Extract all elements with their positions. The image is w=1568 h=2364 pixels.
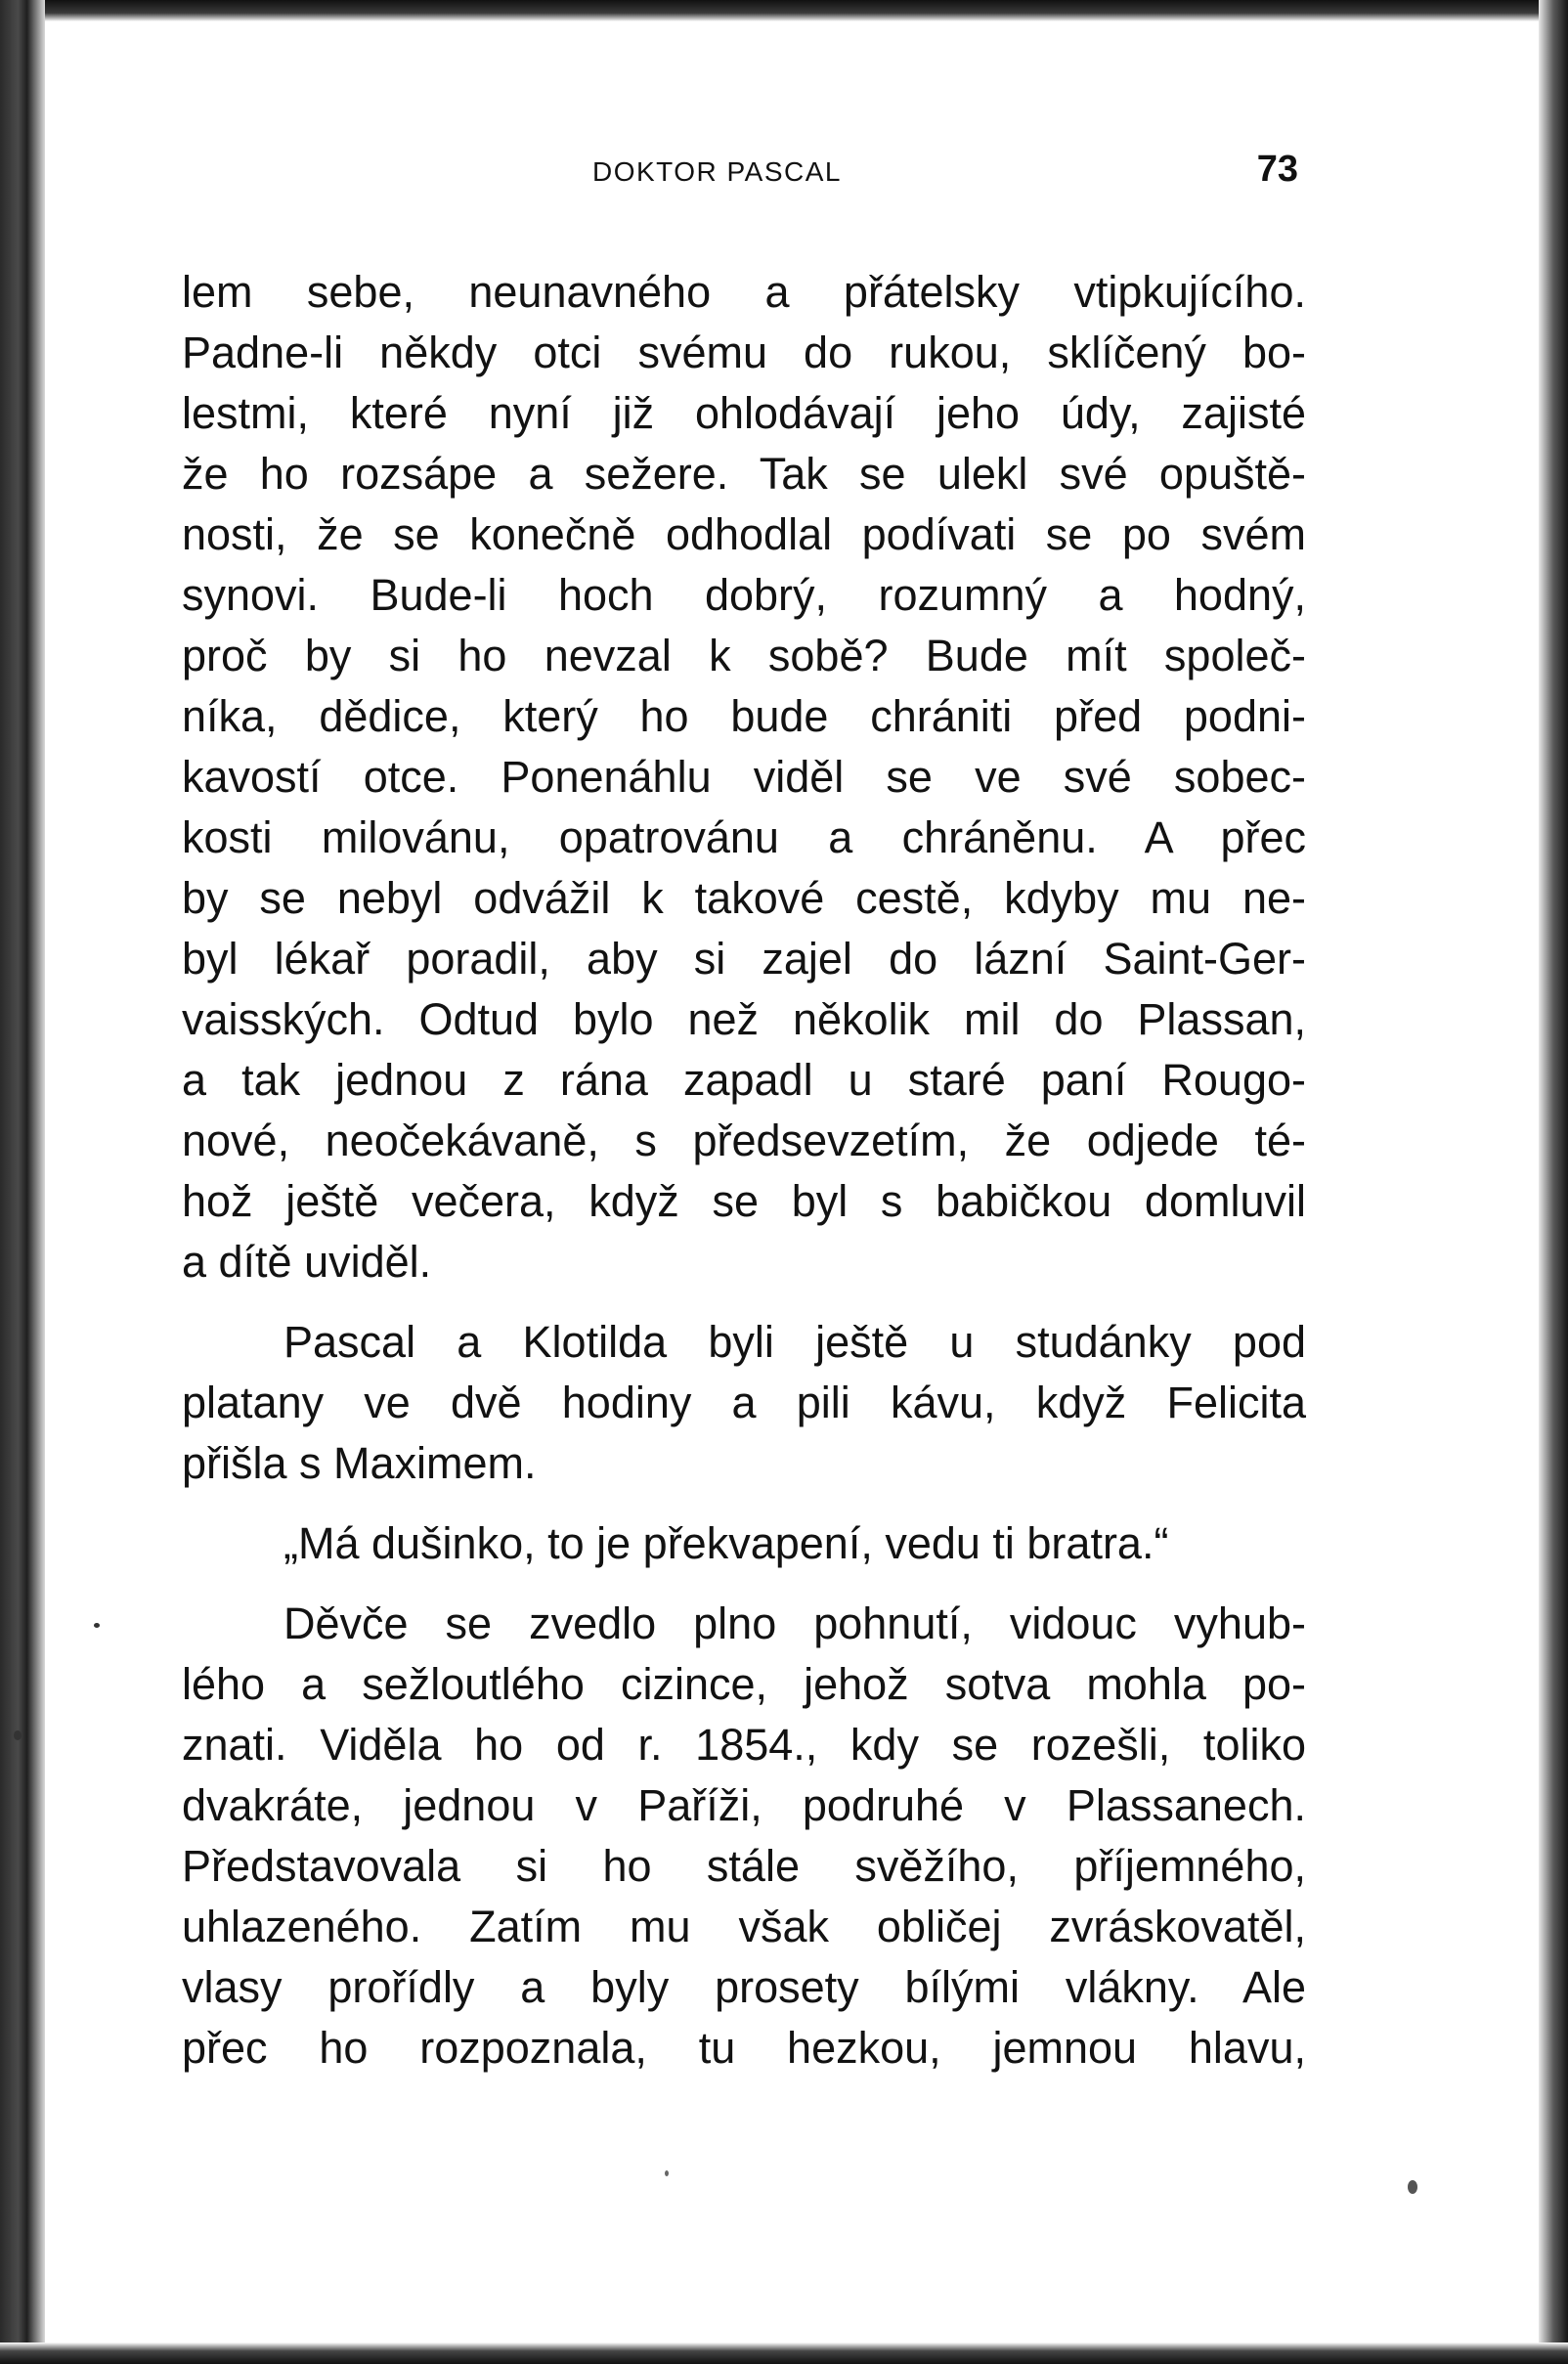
text-line: hož ještě večera, když se byl s babičkou domluvil (182, 1176, 1306, 1226)
text-line: vaisských. Odtud bylo než několik mil do Plassan, (182, 994, 1306, 1044)
text-line: kavostí otce. Ponenáhlu viděl se ve své sobec- (182, 752, 1306, 802)
page-number: 73 (1256, 149, 1298, 190)
text-line: lestmi, které nyní již ohlodávají jeho údy, zajisté (182, 388, 1306, 438)
paragraph (182, 1594, 1306, 2079)
text-line: vlasy prořídly a byly prosety bílými vlákny. Ale (182, 1962, 1306, 2012)
text-line: a dítě uviděl. (182, 1237, 432, 1287)
text-line: Pascal a Klotilda byli ještě u studánky pod (283, 1317, 1306, 1367)
scan-edge-left (0, 0, 45, 2364)
text-line: znati. Viděla ho od r. 1854., kdy se rozešli, toliko (182, 1720, 1306, 1770)
text-line: proč by si ho nevzal k sobě? Bude mít společ- (182, 631, 1306, 680)
paragraph (182, 1312, 1306, 1494)
text-line: lem sebe, neunavného a přátelsky vtipkujícího. (182, 267, 1306, 317)
text-line: přec ho rozpoznala, tu hezkou, jemnou hlavu, (182, 2023, 1306, 2073)
text-line: uhlazeného. Zatím mu však obličej zvráskovatěl, (182, 1902, 1306, 1951)
text-line: byl lékař poradil, aby si zajel do lázní Saint-Ger- (182, 934, 1306, 984)
text-line: Představovala si ho stále svěžího, příjemného, (182, 1841, 1306, 1891)
text-line: lého a sežloutlého cizince, jehož sotva mohla po- (182, 1659, 1306, 1709)
scan-edge-top (0, 0, 1568, 22)
text-line: že ho rozsápe a sežere. Tak se ulekl své opuště- (182, 449, 1306, 499)
text-line: platany ve dvě hodiny a pili kávu, když Felicita (182, 1378, 1306, 1427)
text-line: Děvče se zvedlo plno pohnutí, vidouc vyhub- (283, 1598, 1306, 1648)
text-line: nosti, že se konečně odhodlal podívati se po svém (182, 509, 1306, 559)
running-head: DOKTOR PASCAL (592, 156, 842, 187)
paragraph-gap (182, 1292, 1306, 1312)
scan-speck (1408, 2180, 1417, 2194)
paragraph (182, 1513, 1306, 1574)
text-line: kosti milovánu, opatrovánu a chráněnu. A přec (182, 812, 1306, 862)
text-line: nové, neočekávaně, s předsevzetím, že odjede té- (182, 1116, 1306, 1165)
text-line: přišla s Maximem. (182, 1438, 537, 1488)
body-text (182, 262, 1306, 2079)
text-line: by se nebyl odvážil k takové cestě, kdyby mu ne- (182, 873, 1306, 923)
text-line: a tak jednou z rána zapadl u staré paní Rougo- (182, 1055, 1306, 1105)
paragraph-gap (182, 1574, 1306, 1594)
text-line: Padne-li někdy otci svému do rukou, sklíčený bo- (182, 328, 1306, 377)
scan-edge-right (1539, 0, 1568, 2364)
text-line: dvakráte, jednou v Paříži, podruhé v Plassanech. (182, 1780, 1306, 1830)
scan-speck (94, 1623, 100, 1628)
scan-edge-bottom (0, 2342, 1568, 2364)
paragraph-gap (182, 1494, 1306, 1513)
text-line: níka, dědice, který ho bude chrániti před podni- (182, 691, 1306, 741)
text-line: „Má dušinko, to je překvapení, vedu ti bratra.“ (283, 1518, 1169, 1568)
paragraph (182, 262, 1306, 1292)
text-line: synovi. Bude-li hoch dobrý, rozumný a hodný, (182, 570, 1306, 620)
scan-speck (14, 1730, 22, 1740)
page-header (184, 149, 1298, 194)
scan-speck (665, 2170, 669, 2176)
